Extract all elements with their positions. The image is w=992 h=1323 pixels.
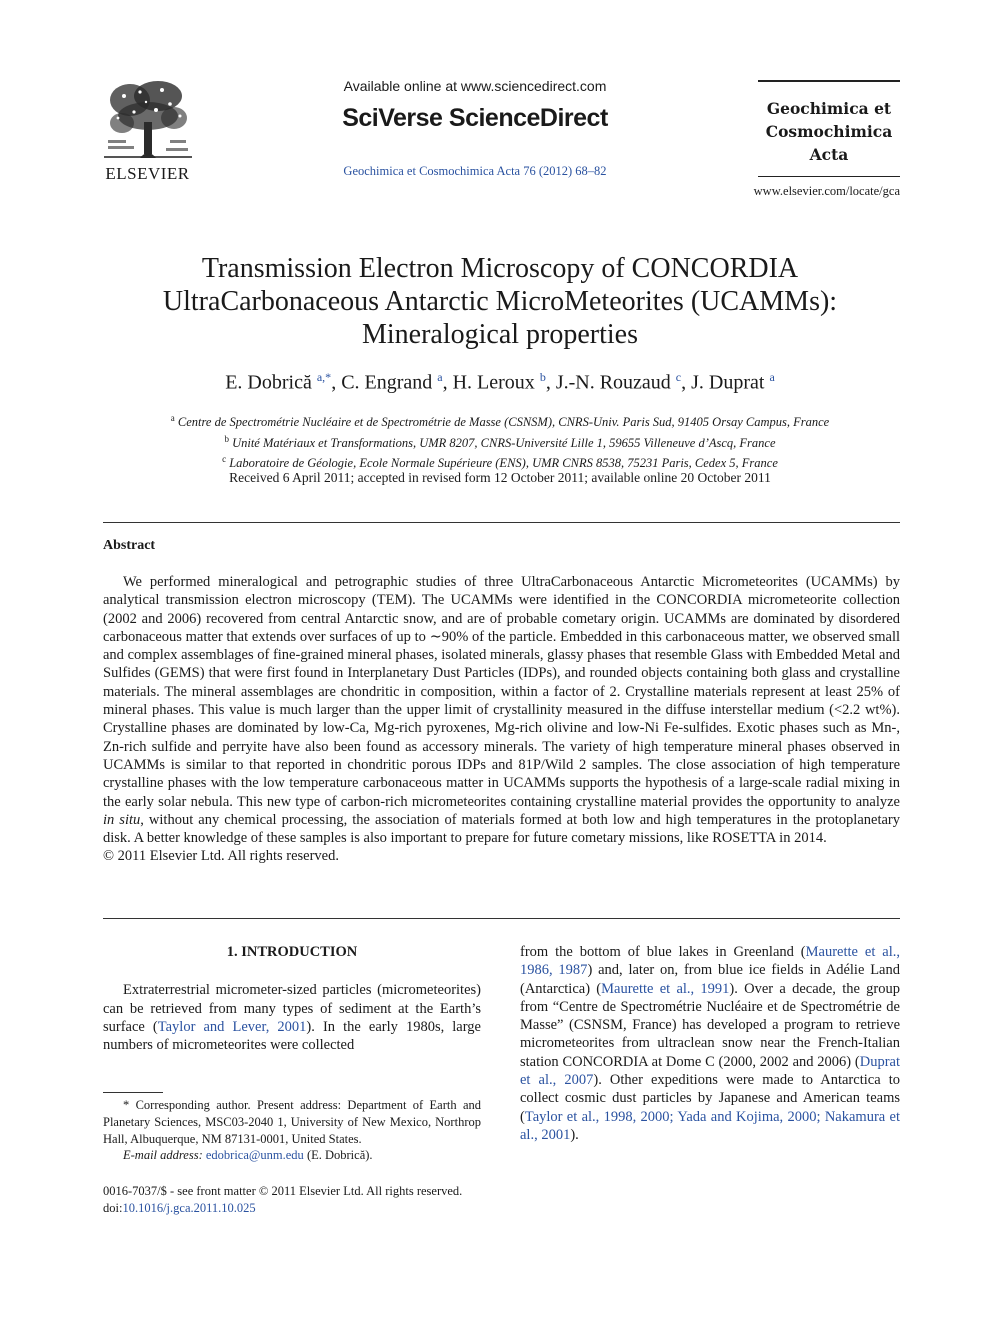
- journal-title: [752, 97, 906, 166]
- journal-top-rule: [758, 80, 900, 82]
- affiliation-text: Laboratoire de Géologie, Ecole Normale Supérieure (ENS), UMR CNRS 8538, 75231 Paris, Cedex 5, France: [229, 456, 778, 471]
- author-affiliation-marker[interactable]: a,*: [316, 370, 332, 384]
- affiliation-item: [100, 431, 900, 452]
- affiliation-item: [100, 451, 900, 472]
- author-name: J.-N. Rouzaud: [555, 371, 671, 394]
- affiliation-marker: a: [170, 413, 175, 423]
- front-matter-info: [103, 1183, 603, 1217]
- sciencedirect-brand[interactable]: SciVerse ScienceDirect: [342, 104, 608, 132]
- left-column: [103, 943, 481, 1054]
- journal-title-line: Cosmochimica: [765, 122, 893, 141]
- citation-link[interactable]: Duprat et al., 2007: [520, 1053, 900, 1089]
- affiliation-marker: c: [222, 454, 227, 465]
- footnote-email-line: [103, 1147, 481, 1164]
- affiliation-item: [100, 410, 900, 431]
- abstract-body: [103, 573, 900, 866]
- abstract-heading: Abstract: [103, 538, 156, 553]
- section-heading: 1. INTRODUCTION: [226, 944, 358, 960]
- author-affiliation-marker[interactable]: c: [675, 370, 682, 384]
- title-line: Transmission Electron Microscopy of CONCORDIA: [201, 253, 799, 284]
- issn-line: 0016-7037/$ - see front matter © 2011 Elsevier Ltd. All rights reserved.: [103, 1184, 463, 1198]
- footnote-rule: [103, 1092, 163, 1093]
- journal-citation-link[interactable]: Geochimica et Cosmochimica Acta 76 (2012) 68–82: [343, 164, 607, 178]
- footnote-body: Corresponding author. Present address: Department of Earth and Planetary Sciences, MSC03-2040 1, University of New Mexico, Northrop Hall, Albuquerque, NM 87131-0001, United States.: [103, 1098, 481, 1146]
- citation-link[interactable]: Taylor and Lever, 2001: [157, 1018, 307, 1035]
- journal-title-line: Acta: [809, 145, 849, 164]
- citation-link[interactable]: Taylor et al., 1998, 2000; Yada and Kojima, 2000; Nakamura et al., 2001: [520, 1108, 900, 1143]
- intro-paragraph: [520, 943, 900, 1144]
- title-line: Mineralogical properties: [361, 319, 638, 350]
- abstract-paragraph: [103, 573, 900, 847]
- author-name: C. Engrand: [341, 371, 433, 394]
- body-text: ). Over a decade, the group from “Centre de Spectrométrie Nucléaire et de Spectrométrie de Masse” (CSNSM, France) has developed a program to retrieve micrometeorites from ultraclean snow near the French-Italian station CONCORDIA at Dome C (2000, 2002 and 2006) (: [520, 980, 900, 1070]
- author-name: H. Leroux: [452, 371, 535, 394]
- article-title: [100, 252, 900, 351]
- journal-url[interactable]: www.elsevier.com/locate/gca: [753, 184, 900, 198]
- body-text: ). In the early 1980s, large numbers of micrometeorites were collected: [103, 1018, 481, 1054]
- abstract-italic: in situ: [103, 811, 141, 828]
- publisher-logo-text: ELSEVIER: [105, 164, 190, 183]
- abstract-text: , without any chemical processing, the association of materials formed at both low and high temperatures in the protoplanetary disk. A better knowledge of these samples is also important to prepare for future cometary missions, like ROSETTA in 2014.: [103, 811, 901, 847]
- citation-link[interactable]: Maurette et al., 1991: [601, 980, 730, 997]
- author-name: J. Duprat: [691, 371, 765, 394]
- divider-top: [103, 522, 900, 523]
- elsevier-logo: [100, 78, 195, 183]
- intro-paragraph: [103, 981, 481, 1054]
- doi-link[interactable]: 10.1016/j.gca.2011.10.025: [122, 1201, 256, 1215]
- right-column: [520, 943, 900, 1144]
- abstract-copyright: © 2011 Elsevier Ltd. All rights reserved.: [103, 848, 339, 865]
- affiliation-marker: b: [224, 433, 229, 444]
- email-after: (E. Dobrică).: [303, 1148, 373, 1163]
- elsevier-tree-icon: [100, 78, 195, 162]
- footnote-text: [103, 1097, 481, 1147]
- email-label: E-mail address:: [123, 1148, 203, 1163]
- corresponding-author-footnote: [103, 1097, 481, 1164]
- author-name: E. Dobrică: [225, 371, 312, 394]
- author-affiliation-marker[interactable]: a: [769, 370, 775, 384]
- available-online-text: Available online at www.sciencedirect.com: [343, 78, 607, 94]
- doi-label: doi:: [103, 1201, 123, 1215]
- body-text: ).: [570, 1126, 579, 1143]
- author-affiliation-marker[interactable]: a: [437, 370, 443, 384]
- abstract-text: We performed mineralogical and petrographic studies of three UltraCarbonaceous Antarctic Micrometeorites (UCAMMs) by analytical transmission electron microscopy (TEM). The UCAMMs were identified in the CONCORDIA micrometeorite collection (2002 and 2006) recovered from central Antarctic snow, and are of probable cometary origin. UCAMMs are dominated by disordered carbonaceous matter that extends over surfaces of up to ∼90% of the particle. Embedded in this carbonaceous matter, we observed small and complex assemblages of fine-grained mineral phases, isolated minerals, glassy phases that resemble Glass with Embedded Metal and Sulfides (GEMS) that were first found in Interplanetary Dust Particles (IDPs), and rounded objects containing both glass and crystalline materials. The mineral assemblages are chondritic in composition, within a factor of 2. Crystalline materials represent at least 25% of mineral phases. This value is much larger than the upper limit of crystallinity measured in the diffuse interstellar medium (<2.2 wt%). Crystalline phases are dominated by low-Ca, Mg-rich pyroxenes, Mg-rich olivine and low-Ni Fe-sulfides. Exotic phases such as Mn-, Zn-rich sulfide and perryite have also been found as accessory minerals. The variety of high temperature mineral phases observed in UCAMMs is similar to that reported in chondritic porous IDPs and 81P/Wild 2 samples. The close association of high temperature crystalline phases with the low temperature carbonaceous matter in UCAMMs supports the hypothesis of a large-scale radial mixing in the early solar nebula. This new type of carbon-rich micrometeorites containing crystalline material provides the opportunity to analyze: [103, 574, 900, 810]
- email-link[interactable]: edobrica@unm.edu: [205, 1148, 304, 1163]
- doi-line: [103, 1200, 603, 1217]
- affiliation-text: Unité Matériaux et Transformations, UMR 8207, CNRS-Université Lille 1, 59655 Villeneuve d’Ascq, France: [232, 435, 776, 450]
- author-list: E. Dobrică $^{a,*}$, C. Engrand $^a$, H. Leroux $^b$, J.-N. Rouzaud $^c$, J. Duprat $^a$: [225, 370, 775, 394]
- journal-bottom-rule: [758, 176, 900, 177]
- affiliation-text: Centre de Spectrométrie Nucléaire et de Spectrométrie de Masse (CSNSM), CNRS-Univ. Paris Sud, 91405 Orsay Campus, France: [177, 415, 830, 430]
- footnote-marker: *: [123, 1098, 130, 1112]
- title-line: UltraCarbonaceous Antarctic MicroMeteorites (UCAMMs):: [162, 286, 838, 317]
- received-dates: Received 6 April 2011; accepted in revised form 12 October 2011; available online 20 October 2011: [229, 470, 771, 485]
- journal-title-line: Geochimica et: [766, 99, 892, 118]
- divider-bottom: [103, 918, 900, 919]
- body-text: ) and, later on, from blue ice fields in Adélie Land (Antarctica) (: [520, 962, 900, 997]
- author-affiliation-marker[interactable]: b: [539, 370, 546, 384]
- body-text: from the bottom of blue lakes in Greenland (: [520, 944, 806, 960]
- affiliations: [100, 410, 900, 472]
- body-text: Extraterrestrial micrometer-sized particles (micrometeorites) can be retrieved from many types of sediment at the Earth’s surface (: [103, 982, 481, 1035]
- body-text: ). Other expeditions were made to Antarctica to collect cosmic dust particles by Japanese and American teams (: [520, 1072, 900, 1125]
- citation-link[interactable]: Maurette et al., 1986, 1987: [520, 944, 900, 979]
